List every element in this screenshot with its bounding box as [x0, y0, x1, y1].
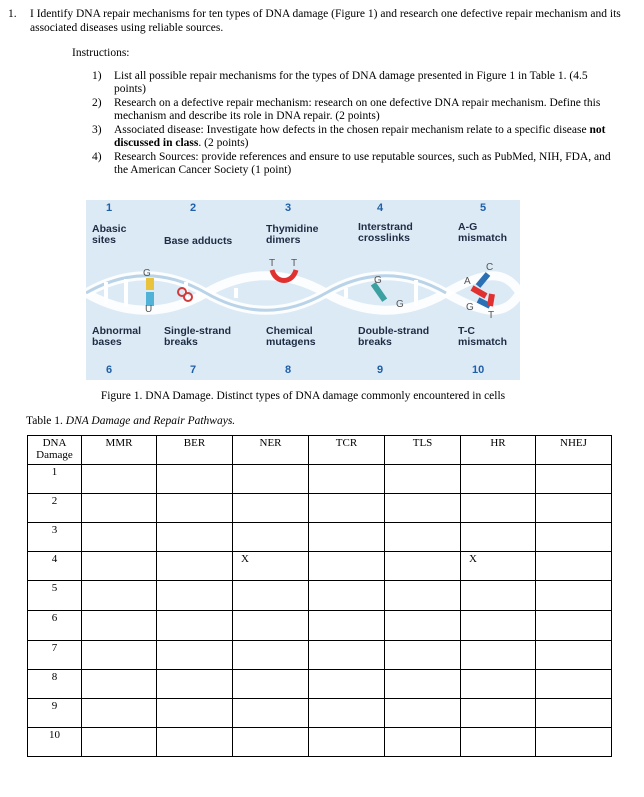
damage-number-cell: 7: [28, 641, 82, 670]
abasic-base-g: [146, 278, 154, 290]
figure-number-7: 7: [190, 364, 197, 376]
table-row: [28, 581, 612, 611]
table-row: [28, 552, 612, 581]
table-cell[interactable]: [309, 552, 385, 581]
damage-number-cell: 5: [28, 581, 82, 611]
table-cell[interactable]: [233, 494, 309, 523]
table-cell[interactable]: [233, 465, 309, 494]
table-cell[interactable]: [461, 581, 536, 611]
table-row: [28, 670, 612, 699]
table-cell[interactable]: [82, 494, 157, 523]
base-letter: U: [145, 304, 153, 315]
table-cell[interactable]: [309, 523, 385, 552]
label-double-strand-breaks: Double-strand breaks: [358, 325, 430, 348]
figure-number-2: 2: [190, 202, 197, 214]
figure-number-1: 1: [106, 202, 113, 214]
damage-number-cell: 8: [28, 670, 82, 699]
table-row: [28, 494, 612, 523]
table-cell[interactable]: [82, 581, 157, 611]
table-cell[interactable]: [461, 611, 536, 641]
damage-number-cell: 1: [28, 465, 82, 494]
table-row: [28, 611, 612, 641]
table-cell[interactable]: [157, 581, 233, 611]
table-cell[interactable]: [309, 728, 385, 757]
instructions-heading: Instructions:: [72, 47, 130, 59]
column-header-tls: TLS: [385, 436, 461, 465]
label-single-strand-breaks: Single-strand breaks: [164, 325, 232, 348]
table-cell[interactable]: [233, 523, 309, 552]
table-cell[interactable]: [461, 465, 536, 494]
table-cell[interactable]: [385, 699, 461, 728]
damage-number-cell: 10: [28, 728, 82, 757]
table-cell[interactable]: [536, 611, 612, 641]
table-cell[interactable]: X: [461, 552, 536, 581]
table-cell[interactable]: [309, 699, 385, 728]
table-cell[interactable]: [233, 611, 309, 641]
label-thymidine-dimers: Thymidine dimers: [266, 223, 319, 246]
column-header-nhej: NHEJ: [536, 436, 612, 465]
base-letter: A: [464, 276, 471, 287]
table-cell[interactable]: [536, 523, 612, 552]
table-caption: Table 1. DNA Damage and Repair Pathways.: [26, 415, 236, 427]
table-cell[interactable]: [82, 552, 157, 581]
base-letter: T: [291, 258, 298, 269]
table-row: [28, 728, 612, 757]
table-cell[interactable]: [157, 523, 233, 552]
table-cell[interactable]: [385, 641, 461, 670]
figure-number-4: 4: [377, 202, 384, 214]
table-cell[interactable]: [536, 641, 612, 670]
table-cell[interactable]: [157, 552, 233, 581]
column-header-tcr: TCR: [309, 436, 385, 465]
damage-number-cell: 4: [28, 552, 82, 581]
column-header-ber: BER: [157, 436, 233, 465]
instruction-item: 2) Research on a defective repair mechanism: research on one defective DNA repair mechanism. Define this mechanism and describe its role in DNA repair. (2 points): [92, 97, 601, 122]
question-number: 1.: [8, 8, 17, 20]
table-row: [28, 641, 612, 670]
table-cell[interactable]: [82, 523, 157, 552]
table-cell[interactable]: [536, 581, 612, 611]
table-cell[interactable]: [385, 523, 461, 552]
column-header-dna-damage: DNA Damage: [28, 436, 82, 465]
mismatch-base-a: [472, 288, 486, 296]
table-cell[interactable]: X: [233, 552, 309, 581]
table-cell[interactable]: [309, 611, 385, 641]
table-cell[interactable]: [82, 670, 157, 699]
label-interstrand-crosslinks: Interstrand crosslinks: [358, 221, 413, 244]
table-cell[interactable]: [385, 670, 461, 699]
table-cell[interactable]: [461, 523, 536, 552]
damage-number-cell: 3: [28, 523, 82, 552]
instruction-item: 3) Associated disease: Investigate how defects in the chosen repair mechanism relate to a specific disease not discussed in class. (2 points): [92, 124, 606, 149]
table-cell[interactable]: [385, 581, 461, 611]
base-letter: G: [143, 268, 151, 279]
bold-emphasis: not discussed in class: [114, 124, 606, 149]
table-cell[interactable]: [309, 670, 385, 699]
base-letter: C: [486, 262, 494, 273]
table-cell[interactable]: [233, 581, 309, 611]
question-text: I Identify DNA repair mechanisms for ten types of DNA damage (Figure 1) and research one defective repair mechanism and its associated diseases using reliable sources.: [30, 8, 621, 34]
table-cell[interactable]: [461, 670, 536, 699]
figure-number-5: 5: [480, 202, 487, 214]
table-cell[interactable]: [461, 641, 536, 670]
table-header-row: [28, 436, 612, 465]
table-cell[interactable]: [157, 494, 233, 523]
table-cell[interactable]: [82, 611, 157, 641]
table-cell[interactable]: [157, 670, 233, 699]
table-cell[interactable]: [157, 728, 233, 757]
table-cell[interactable]: [309, 581, 385, 611]
table-cell[interactable]: [233, 641, 309, 670]
table-cell[interactable]: [82, 699, 157, 728]
table-cell[interactable]: [82, 728, 157, 757]
label-abnormal-bases: Abnormal bases: [92, 325, 142, 348]
table-cell[interactable]: [536, 699, 612, 728]
label-ag-mismatch: A-G mismatch: [458, 221, 508, 244]
table-cell[interactable]: [157, 699, 233, 728]
table-cell[interactable]: [309, 641, 385, 670]
table-cell[interactable]: [157, 641, 233, 670]
table-cell[interactable]: [233, 699, 309, 728]
instruction-item: 1) List all possible repair mechanisms for the types of DNA damage presented in Figure 1 in Table 1. (4.5 points): [92, 70, 588, 95]
column-header-mmr: MMR: [82, 436, 157, 465]
base-letter: G: [466, 302, 474, 313]
label-abasic-sites: Abasic sites: [92, 223, 127, 246]
table-cell[interactable]: [157, 465, 233, 494]
table-cell[interactable]: [233, 728, 309, 757]
table-cell[interactable]: [233, 670, 309, 699]
table-cell[interactable]: [157, 611, 233, 641]
damage-number-cell: 6: [28, 611, 82, 641]
table-cell[interactable]: [82, 641, 157, 670]
table-cell[interactable]: [385, 552, 461, 581]
table-cell[interactable]: [536, 465, 612, 494]
figure-number-6: 6: [106, 364, 113, 376]
label-chemical-mutagens: Chemical mutagens: [266, 325, 316, 348]
table-cell[interactable]: [536, 494, 612, 523]
base-letter: T: [269, 258, 276, 269]
dna-damage-figure: [86, 200, 520, 380]
table-row: [28, 465, 612, 494]
figure-number-9: 9: [377, 364, 384, 376]
figure-number-8: 8: [285, 364, 292, 376]
table-cell[interactable]: [536, 670, 612, 699]
table-cell[interactable]: [82, 465, 157, 494]
table-cell[interactable]: [385, 494, 461, 523]
figure-number-3: 3: [285, 202, 292, 214]
table-cell[interactable]: [309, 465, 385, 494]
base-letter: G: [374, 275, 382, 286]
mismatch-base-t: [490, 294, 492, 306]
table-cell[interactable]: [385, 465, 461, 494]
instruction-item: 4) Research Sources: provide references and ensure to use reputable sources, such as PubMed, NIH, FDA, and the American Cancer Society (1 point): [92, 151, 611, 176]
base-letter: T: [488, 310, 495, 321]
base-letter: G: [396, 299, 404, 310]
table-cell[interactable]: [385, 611, 461, 641]
column-header-ner: NER: [233, 436, 309, 465]
table-cell[interactable]: [461, 728, 536, 757]
instructions-list: [92, 70, 622, 178]
damage-number-cell: 9: [28, 699, 82, 728]
table-cell[interactable]: [536, 552, 612, 581]
table-cell[interactable]: [536, 728, 612, 757]
table-cell[interactable]: [461, 699, 536, 728]
column-header-hr: HR: [461, 436, 536, 465]
table-cell[interactable]: [461, 494, 536, 523]
repair-pathways-table: [27, 435, 612, 757]
label-base-adducts: Base adducts: [164, 235, 233, 247]
figure-number-10: 10: [472, 364, 485, 376]
table-cell[interactable]: [309, 494, 385, 523]
table-cell[interactable]: [385, 728, 461, 757]
table-row: [28, 523, 612, 552]
label-tc-mismatch: T-C mismatch: [458, 325, 508, 348]
damage-number-cell: 2: [28, 494, 82, 523]
table-row: [28, 699, 612, 728]
figure-caption: Figure 1. DNA Damage. Distinct types of DNA damage commonly encountered in cells: [100, 390, 506, 402]
